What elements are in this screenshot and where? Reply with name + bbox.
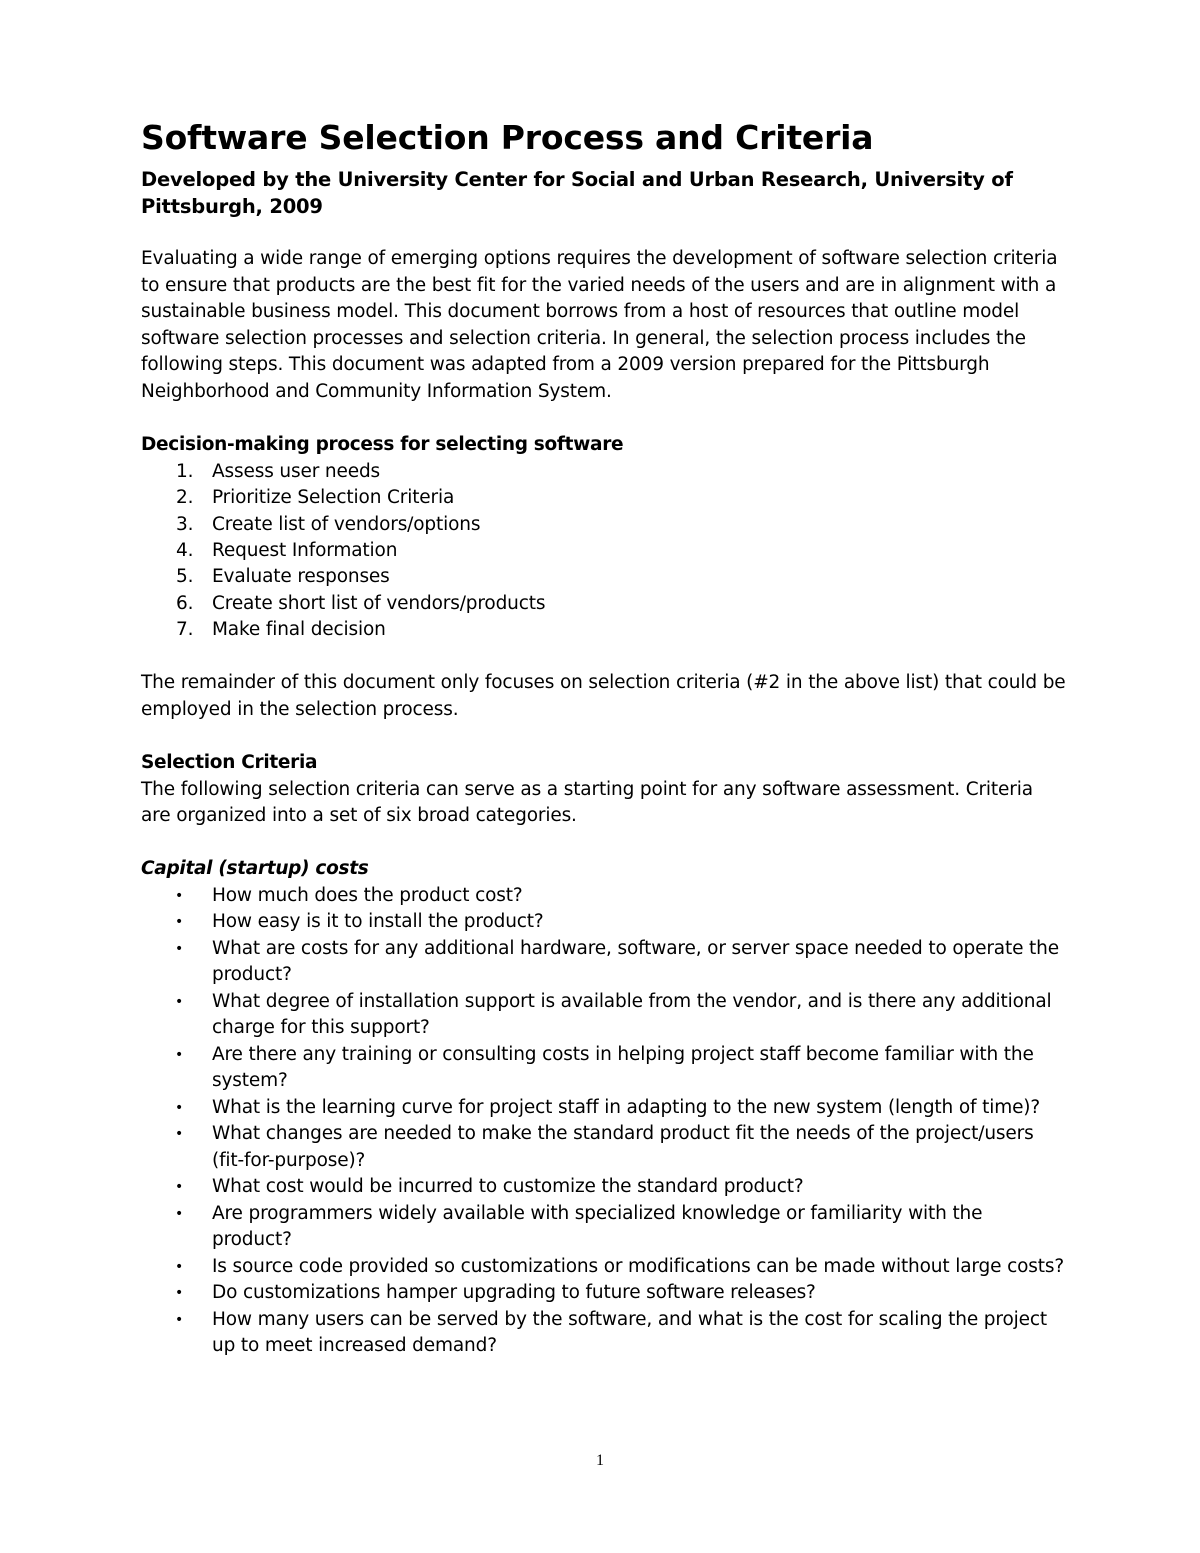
step-number: 2. bbox=[176, 487, 194, 509]
intro-paragraph: Evaluating a wide range of emerging options requires the development of software selection criteria to ensure that products are the best fit for the varied needs of the users and are in alignment with a sustainable business model. This document borrows from a host of resources that outline model software selection processes and selection criteria. In general, the selection process includes the following steps. This document was adapted from a 2009 version prepared for the Pittsburgh Neighborhood and Community Information System. bbox=[141, 248, 1058, 402]
step-number: 7. bbox=[176, 619, 194, 641]
decision-steps-list bbox=[141, 459, 1066, 644]
page-number: 1 bbox=[596, 1452, 604, 1469]
capital-costs-heading: Capital (startup) costs bbox=[141, 858, 369, 880]
bullet-icon: • bbox=[175, 1046, 184, 1063]
list-item-text: Are programmers widely available with specialized knowledge or familiarity with the product? bbox=[212, 1202, 983, 1251]
criteria-intro-paragraph: The following selection criteria can serve as a starting point for any software assessment. Criteria are organized into a set of six broad categories. bbox=[141, 778, 1033, 827]
step-item bbox=[141, 564, 1066, 590]
list-item-text: What cost would be incurred to customize the standard product? bbox=[212, 1176, 804, 1198]
list-item-text: Is source code provided so customizations or modifications can be made without large costs? bbox=[212, 1255, 1065, 1277]
step-item bbox=[141, 459, 1066, 485]
bullet-icon: • bbox=[175, 887, 184, 904]
document-subtitle: Developed by the University Center for Social and Urban Research, University of Pittsburgh, 2009 bbox=[141, 168, 1013, 218]
list-item bbox=[141, 1121, 1066, 1174]
list-item-text: What changes are needed to make the standard product fit the needs of the project/users (fit-for-purpose)? bbox=[212, 1123, 1034, 1171]
list-item-text: What are costs for any additional hardware, software, or server space needed to operate the product? bbox=[212, 937, 1059, 986]
bullet-icon: • bbox=[175, 1179, 184, 1196]
step-item bbox=[141, 538, 1066, 564]
list-item-text: What is the learning curve for project staff in adapting to the new system (length of time)? bbox=[212, 1096, 1041, 1118]
decision-heading: Decision-making process for selecting software bbox=[141, 434, 624, 456]
list-item bbox=[141, 1174, 1066, 1201]
bullet-icon: • bbox=[175, 1285, 184, 1302]
step-number: 6. bbox=[176, 592, 194, 614]
capital-costs-list bbox=[141, 883, 1066, 1360]
step-item bbox=[141, 617, 1066, 643]
step-text: Evaluate responses bbox=[212, 566, 390, 588]
step-text: Request Information bbox=[212, 539, 398, 561]
step-number: 3. bbox=[176, 513, 194, 535]
list-item-text: What degree of installation support is available from the vendor, and is there any additional charge for this support? bbox=[212, 990, 1052, 1039]
list-item bbox=[141, 909, 1066, 936]
bullet-icon: • bbox=[175, 940, 184, 957]
bullet-icon: • bbox=[175, 1126, 184, 1143]
step-text: Create list of vendors/options bbox=[212, 513, 481, 535]
list-item bbox=[141, 936, 1066, 989]
step-text: Assess user needs bbox=[212, 460, 381, 482]
list-item bbox=[141, 1042, 1066, 1095]
bullet-icon: • bbox=[175, 1258, 184, 1275]
page-content bbox=[141, 116, 1066, 1360]
spacer bbox=[141, 406, 1066, 433]
document-title: Software Selection Process and Criteria bbox=[141, 118, 874, 157]
step-item bbox=[141, 591, 1066, 617]
list-item-text: Do customizations hamper upgrading to future software releases? bbox=[212, 1282, 816, 1304]
bullet-icon: • bbox=[175, 1099, 184, 1116]
list-item bbox=[141, 1280, 1066, 1307]
criteria-heading: Selection Criteria bbox=[141, 751, 318, 773]
list-item bbox=[141, 1095, 1066, 1122]
spacer bbox=[141, 644, 1066, 671]
list-item bbox=[141, 989, 1066, 1042]
step-number: 4. bbox=[176, 539, 194, 561]
spacer bbox=[141, 723, 1066, 750]
bullet-icon: • bbox=[175, 1311, 184, 1328]
step-item bbox=[141, 512, 1066, 538]
step-text: Prioritize Selection Criteria bbox=[212, 487, 455, 509]
list-item-text: Are there any training or consulting costs in helping project staff become familiar with the system? bbox=[212, 1043, 1034, 1092]
bullet-icon: • bbox=[175, 993, 184, 1010]
step-number: 5. bbox=[176, 566, 194, 588]
list-item-text: How easy is it to install the product? bbox=[212, 911, 544, 933]
step-item bbox=[141, 485, 1066, 511]
spacer bbox=[141, 220, 1066, 246]
list-item bbox=[141, 1254, 1066, 1281]
list-item bbox=[141, 883, 1066, 910]
list-item bbox=[141, 1201, 1066, 1254]
step-text: Create short list of vendors/products bbox=[212, 592, 546, 614]
bullet-icon: • bbox=[175, 1205, 184, 1222]
remainder-paragraph: The remainder of this document only focuses on selection criteria (#2 in the above list) that could be employed in the selection process. bbox=[141, 672, 1066, 720]
list-item-text: How much does the product cost? bbox=[212, 884, 523, 906]
step-text: Make final decision bbox=[212, 619, 386, 641]
list-item-text: How many users can be served by the software, and what is the cost for scaling the project up to meet increased demand? bbox=[212, 1308, 1047, 1357]
step-number: 1. bbox=[176, 460, 194, 482]
spacer bbox=[141, 830, 1066, 857]
bullet-icon: • bbox=[175, 914, 184, 931]
list-item bbox=[141, 1307, 1066, 1360]
